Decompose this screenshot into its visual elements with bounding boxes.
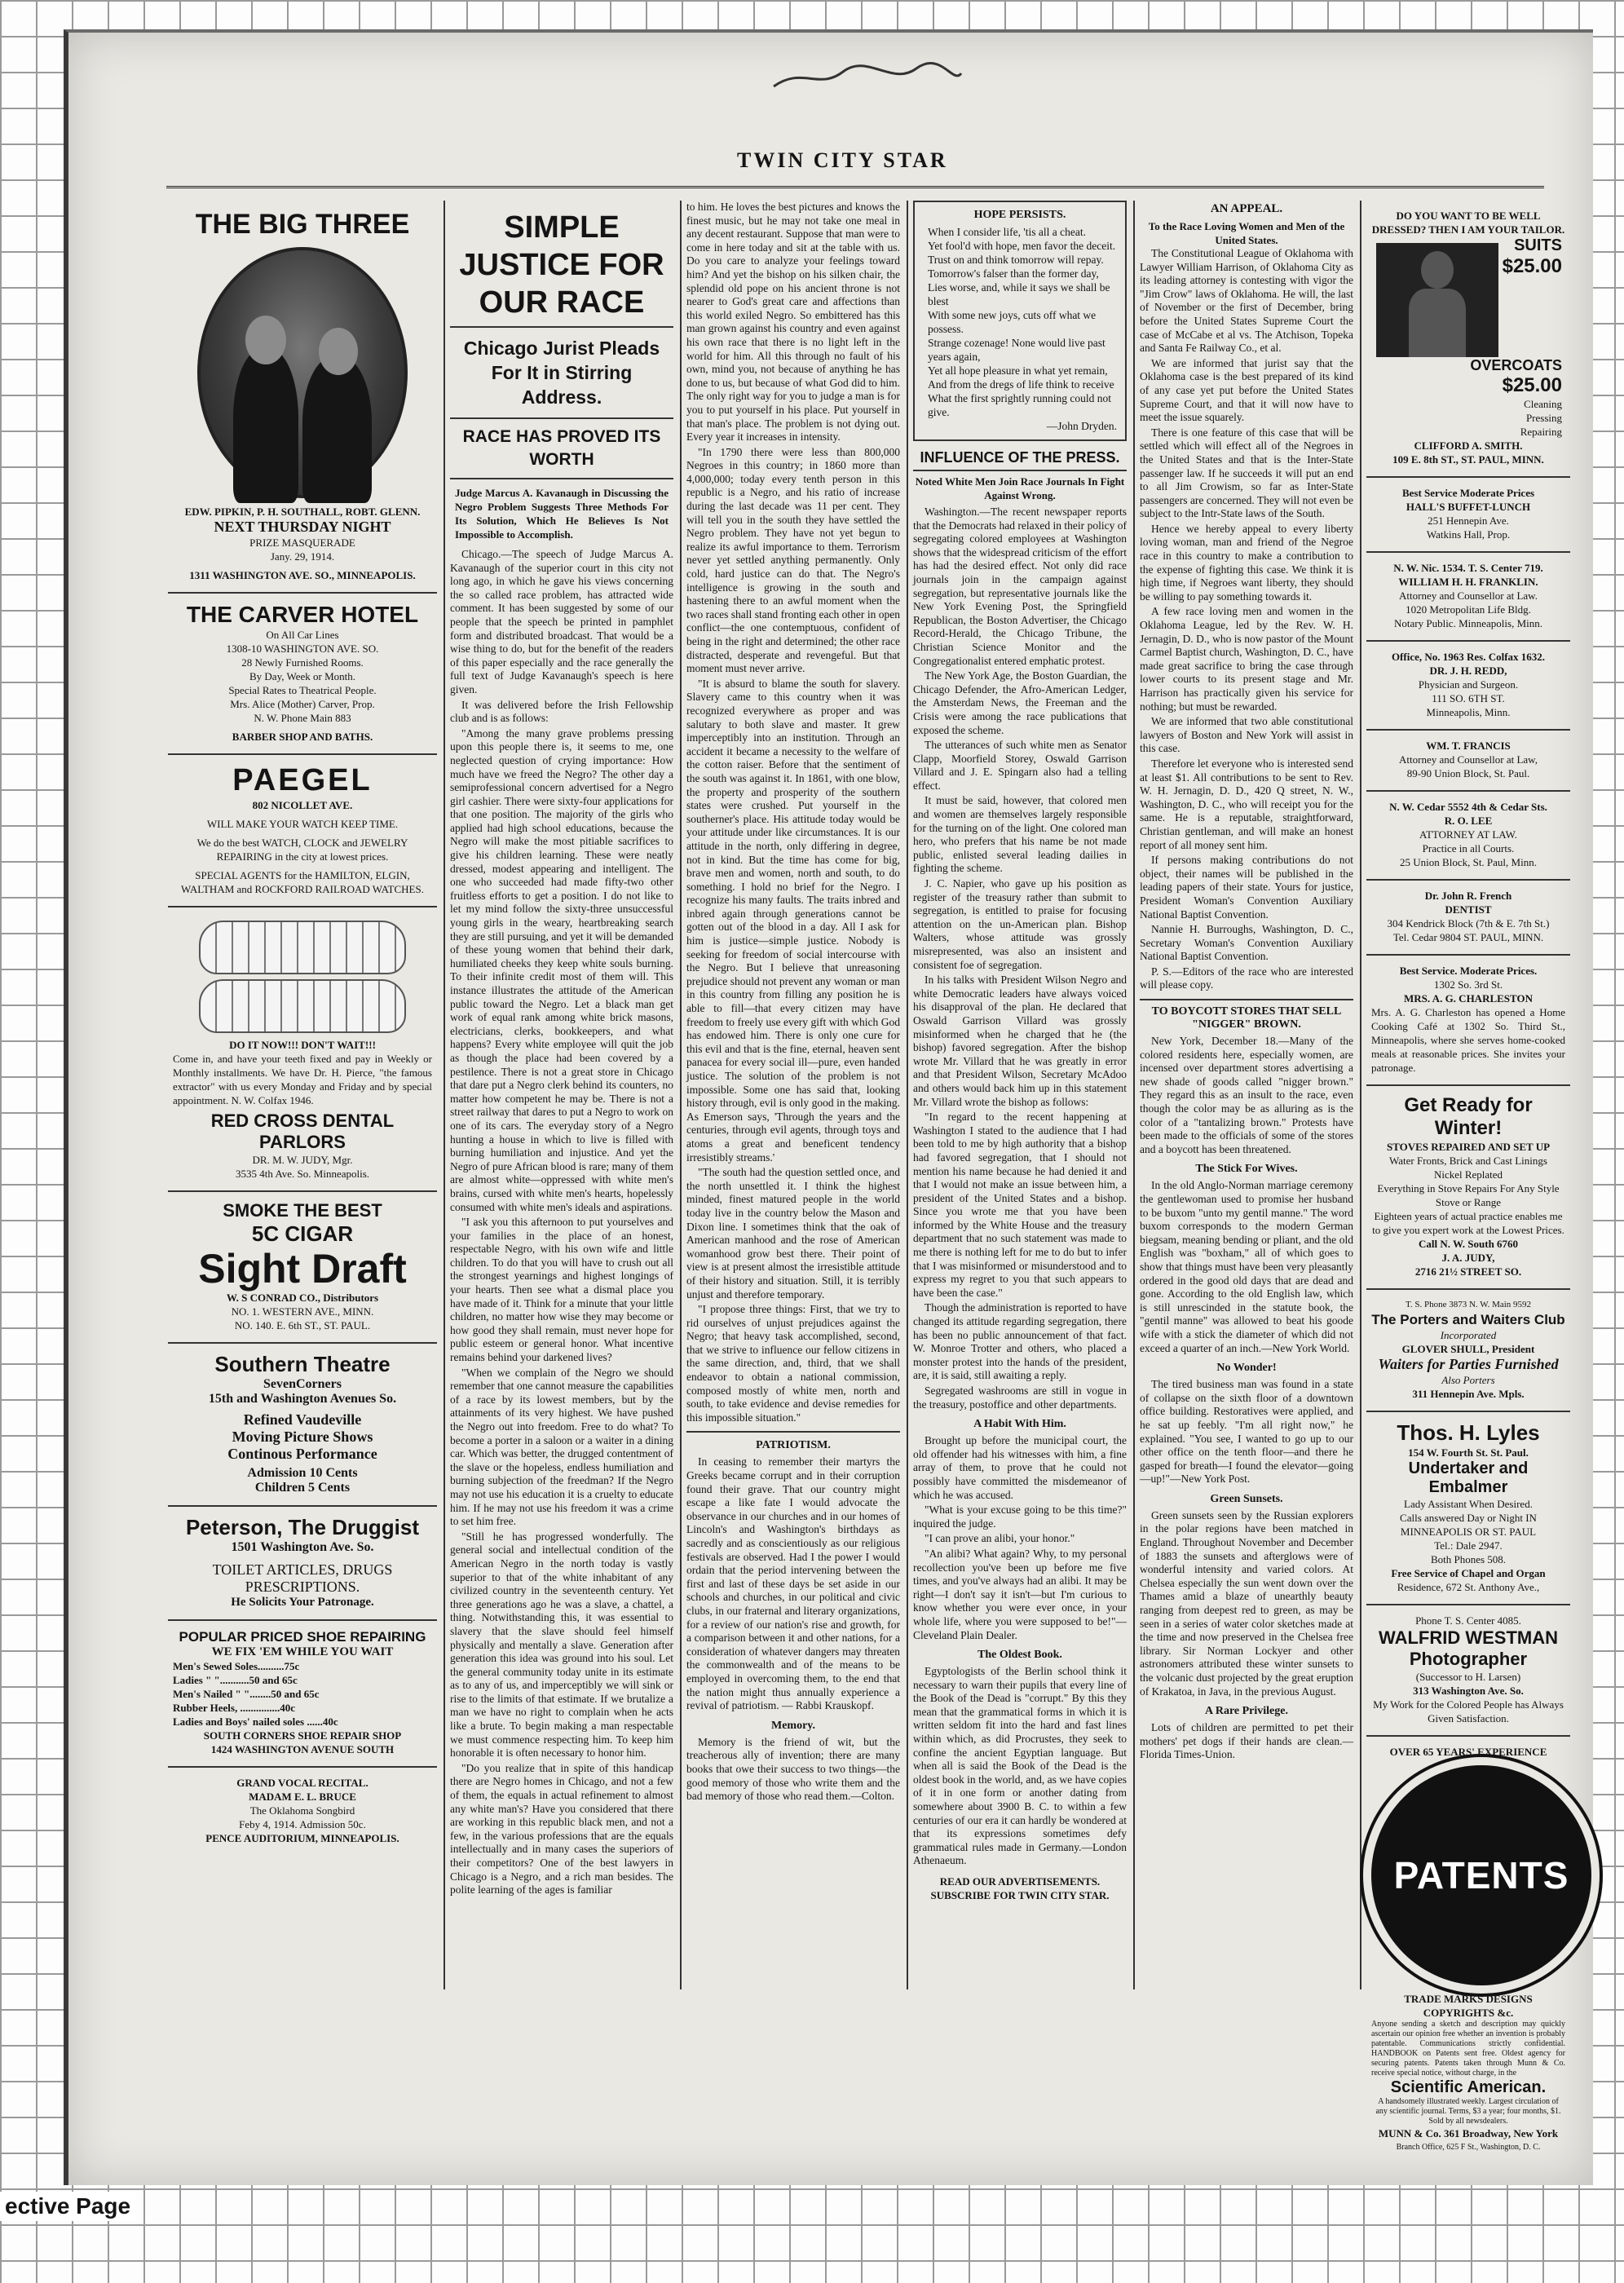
patents-seal: PATENTS: [1371, 1765, 1591, 1985]
paragraph: Green sunsets seen by the Russian explorers in the polar regions have been matched in England. Throughout November and December of 1883 the sunsets and afterglows were of wonderful intensity and varied colors. At Chelsea especially the sun went down over the Thames amid a blaze of unearthly beauty ranging from deepest red to green, as may be seen in a series of water color sketches made at the time and now preserved in the Chelsea free library. Sir Norman Lockyer and other astronomers attributed these winter sunsets to the volcanic dust projected by the great eruption of Krakatoa, in Java, in the previous August.: [1140, 1508, 1353, 1698]
line: Continous Performance: [227, 1446, 377, 1462]
line: 1020 Metropolitan Life Bldg.: [1406, 603, 1531, 616]
paragraph: Segregated washrooms are still in vogue in the treasury, postoffice and other departments.: [913, 1384, 1127, 1411]
line: Mrs. Alice (Mother) Carver, Prop.: [230, 698, 375, 710]
service: Repairing: [1520, 426, 1562, 438]
ad-winter-stoves: [1366, 1086, 1570, 1290]
line: 304 Kendrick Block (7th & E. 7th St.): [1387, 917, 1550, 930]
line: SPECIAL AGENTS for the HAMILTON, ELGIN, WALTHAM and ROCKFORD RAILROAD WATCHES.: [181, 869, 424, 895]
address: 1501 Washington Ave. So.: [231, 1540, 374, 1554]
line: Anyone sending a sketch and description may quickly ascertain our opinion free whether an invention is probably patentable. Communications strictly confidential. HANDBOOK on Patents sent free. Oldest agency for securing patents. Patents taken through Munn & Co. receive special notice, without charge, in the: [1371, 2020, 1565, 2078]
line: WILL MAKE YOUR WATCH KEEP TIME.: [206, 818, 399, 830]
line: N. W. Nic. 1534. T. S. Center 719.: [1393, 562, 1543, 574]
ad-cigar: [168, 1192, 437, 1344]
paragraph: The New York Age, the Boston Guardian, the Chicago Defender, the Afro-American Ledger, the Amsterdam News, the Freeman and the Crisis were among the race publications that exposed the scheme.: [913, 669, 1127, 736]
price: $25.00: [1502, 255, 1562, 277]
poem-hope-persists: [913, 201, 1127, 441]
paragraph: It must be said, however, that colored men and women are themselves largely responsible for the turning on of the light. One colored man hero, who prefers that his name be not made public, enlisted several leading dailies in fighting the scheme.: [913, 794, 1127, 875]
ad-title: Thos. H. Lyles: [1397, 1420, 1540, 1445]
line: PRESCRIPTIONS.: [245, 1579, 360, 1595]
section-title: Green Sunsets.: [1210, 1492, 1283, 1505]
column-rule: [907, 201, 908, 1989]
price-row: Men's Sewed Soles..........75c: [173, 1660, 300, 1672]
line: 89-90 Union Block, St. Paul.: [1406, 767, 1530, 779]
price-row: Ladies and Boys' nailed soles ......40c: [173, 1716, 338, 1728]
ad-title: GRAND VOCAL RECITAL.: [236, 1777, 368, 1789]
ad-druggist: [168, 1507, 437, 1621]
body: Mrs. A. G. Charleston has opened a Home Cooking Café at 1302 So. Third St., Minneapolis, where she serves home-cooked meals at reasonable prices. She invites your patronage.: [1371, 1006, 1565, 1074]
line: Waiters for Parties Furnished: [1378, 1356, 1559, 1372]
line: DENTIST: [1445, 903, 1492, 916]
paragraph: In ceasing to remember their martyrs the Greeks became corrupt and in their corruption found their grave. That our country might escape a like fate I would advocate the observance in our churches and in our homes of Lincoln's and Washington's birthdays as sacredly and as conscientiously as our religious festivals are observed. Had I the power I would ordain that the period intervening between the first and last of these days be set aside in our schools and churches, in our political and civic clubs, in our fraternal and literary organizations, for a review of our nation's rise and growth, for a comparison between it and other nations, for a consideration of whatever dangers may threaten the commonwealth and of the means to be employed in overcoming them, to the end that the nation might thus annually experience a revival of patriotism. — Rabbi Krauskopf.: [686, 1455, 900, 1712]
brand: Sight Draft: [198, 1246, 407, 1292]
line: Residence, 672 St. Anthony Ave.,: [1397, 1581, 1540, 1593]
paragraph: A few race loving men and women in the Oklahoma League, led by the Rev. W. H. Jernagin, D. D., who is now pastor of the Mount Carmel Baptist church, Washington, D. C., have made great sacrifice to bring the case through lower courts to its present stage and Mr. Harrison has practically given his service for nothing; but must be rewarded.: [1140, 605, 1353, 713]
line: OVERCOATS: [1470, 357, 1562, 373]
paragraph: "In regard to the recent happening at Washington I stated to the audience that I had been told to me by high authority that a bishop had favored segregation, that I should not mention his name because he had denied it and that I would not make an issue between him, a president of the United States and a bishop. Since you wrote me that you have been informed by the White House and the treasury department that no such statement was made to me there is nothing left for me to do but to infer that I was misinformed or misunderstood and to express my regret to you that such appears to have been the case.": [913, 1111, 1127, 1299]
ad-carver-hotel: [168, 594, 437, 755]
line: Calls answered Day or Night IN MINNEAPOLIS OR ST. PAUL: [1400, 1512, 1537, 1538]
line: Children 5 Cents: [254, 1481, 351, 1495]
line: TOILET ARTICLES, DRUGS: [212, 1561, 393, 1578]
column-hope-press: [913, 201, 1127, 1989]
paragraph: In his talks with President Wilson Negro and white Democratic leaders have always voiced his disapproval of the plan. He declared that Oswald Garrison Villard was grossly misinformed when he charged that he (the bishop) favored segregation. After the bishop wrote Mr. Villard that he was greatly in error and that President Wilson, Secretary McAdoo and others would back him up in this statement Mr. Villard wrote the bishop as follows:: [913, 974, 1127, 1108]
line: My Work for the Colored People has Always Given Satisfaction.: [1373, 1698, 1564, 1724]
line: N. W. Phone Main 883: [254, 712, 351, 724]
line: Branch Office, 625 F St., Washington, D. C.: [1396, 2143, 1541, 2152]
section-title: The Oldest Book.: [977, 1649, 1062, 1662]
paragraph: We are informed that two able constitutional lawyers of Boston and New York will assist in this case.: [1140, 715, 1353, 755]
poem-line: And from the dregs of life think to receive: [928, 378, 1114, 391]
ad-title: POPULAR PRICED SHOE REPAIRING: [179, 1629, 426, 1645]
headline: AN APPEAL.: [1210, 202, 1283, 215]
ad-title: WM. T. FRANCIS: [1426, 740, 1511, 752]
paragraph: If persons making contributions do not object, their names will be published in the leading papers of their state. Yours for justice, President Woman's Convention Auxiliary National Baptist Convention.: [1140, 854, 1353, 921]
line: 15th and Washington Avenues So.: [208, 1392, 397, 1406]
ad-dental: [168, 907, 437, 1192]
salutation: To the Race Loving Women and Men of the United States.: [1148, 220, 1345, 246]
ad-porters-club: [1366, 1290, 1570, 1412]
price-row: Men's Nailed " "........50 and 65c: [173, 1688, 320, 1700]
ad-big-three: [168, 201, 437, 594]
service: Pressing: [1525, 412, 1562, 424]
appeal-body: [1140, 247, 1353, 992]
ad-recital: [168, 1768, 437, 1855]
line: 154 W. Fourth St. St. Paul.: [1408, 1446, 1529, 1459]
line: J. A. JUDY,: [1441, 1252, 1495, 1264]
ad-lyles: [1366, 1412, 1570, 1605]
paragraph: Though the administration is reported to have changed its attitude regarding segregation, there has been no public announcement of that fact. W. Monroe Trotter and others, who placed a monster protest into the hands of the president, are, it is said, still awaiting a reply.: [913, 1301, 1127, 1382]
ad-southern-theatre: [168, 1344, 437, 1507]
section-title: PATRIOTISM.: [686, 1431, 900, 1452]
paragraph: The tired business man was found in a state of collapse on the sixth floor of a downtown office building. Restoratives were applied, and he sat up feebly. "I'm all right now," he explained. "You see, I wanted to go up to our other office on the tenth floor—and there he gasped for breath—I found the elevator—going—up!"—New York Post.: [1140, 1378, 1353, 1486]
ad-franklin: [1366, 553, 1570, 642]
line: Attorney and Counsellor at Law,: [1399, 753, 1538, 766]
line: 2716 21½ STREET SO.: [1414, 1265, 1522, 1278]
paragraph: "What is your excuse going to be this time?" inquired the judge.: [913, 1504, 1127, 1530]
poem-line: Tomorrow's falser than the former day,: [928, 267, 1099, 280]
line: Incorporated: [1440, 1329, 1497, 1341]
line: Best Service. Moderate Prices.: [1399, 965, 1538, 977]
line: GLOVER SHULL, President: [1401, 1343, 1535, 1355]
ad-title: Dr. John R. French: [1424, 890, 1512, 902]
line: OVER 65 YEARS' EXPERIENCE: [1389, 1746, 1547, 1758]
ad-shoe-repair: [168, 1621, 437, 1768]
line: Special Rates to Theatrical People.: [228, 684, 377, 696]
line: Feby 4, 1914. Admission 50c.: [239, 1818, 366, 1830]
poem-line: What the first sprightly running could not give.: [928, 392, 1111, 418]
ad-french: [1366, 881, 1570, 956]
line: Refined Vaudeville: [243, 1411, 362, 1428]
line: On All Car Lines: [266, 629, 339, 641]
ad-title: HALL'S BUFFET-LUNCH: [1406, 501, 1531, 513]
line: Tel. Cedar 9804 ST. PAUL, MINN.: [1392, 931, 1544, 943]
wonder-body: [1140, 1378, 1353, 1486]
line: We do the best WATCH, CLOCK and JEWELRY REPAIRING in the city at lowest prices.: [196, 837, 408, 863]
ad-patents: [1366, 1737, 1570, 2164]
paragraph: "The south had the question settled once, and the north unsettled it. I think the highest minded, finest matured people in the world today live in the country below the Mason and Dixon line. I sometimes think that the oak of American manhood and the rose of American womanhood grow best there. Their point of view is at present almost the irresistible attitude of their history and situation. Still, it is terribly unjust and therefore temporary.: [686, 1166, 900, 1300]
event-address: 1311 WASHINGTON AVE. SO., MINNEAPOLIS.: [189, 569, 416, 581]
line: Physician and Surgeon.: [1418, 678, 1519, 691]
line: Watkins Hall, Prop.: [1426, 528, 1511, 541]
patriotism-body: [686, 1455, 900, 1712]
article-body: [686, 201, 900, 1424]
price-list: [173, 1659, 432, 1729]
line: N. W. Cedar 5552 4th & Cedar Sts.: [1389, 801, 1547, 813]
summary: Judge Marcus A. Kavanaugh in Discussing the Negro Problem Suggests Three Methods For Its Solution, Which He Believes Is Not Impossible to Accomplish.: [455, 487, 669, 541]
ad-lee: [1366, 792, 1570, 881]
paragraph: Washington.—The recent newspaper reports that the Democrats had relaxed in their policy of segregating colored employees at Washington shows that the widespread criticism of the effort has had the desired effect. Not only did race journals join in the campaign against segregation, but representative journals like the New York Evening Post, the Springfield Republican, the Boston Advertiser, the Chicago Record-Herald, the Chicago Tribune, the Christian Science Monitor and the Congregationalist entered emphatic protest.: [913, 506, 1127, 667]
headline: INFLUENCE OF THE PRESS.: [913, 441, 1127, 471]
ad-redd: [1366, 642, 1570, 731]
poem-title: HOPE PERSISTS.: [973, 209, 1066, 221]
line: He Solicits Your Patronage.: [231, 1596, 374, 1609]
memory-body: [686, 1736, 900, 1804]
line: Phone T. S. Center 4085.: [1415, 1614, 1521, 1627]
paragraph: Memory is the friend of wit, but the treacherous ally of invention; there are many books that owe their success to two things—the good memory of those who write them and the bad memory of those who read them.—Colton.: [686, 1735, 900, 1803]
poem-line: With some new joys, cuts off what we possess.: [928, 309, 1097, 335]
line: The Oklahoma Songbird: [249, 1804, 355, 1817]
stick-body: [1140, 1179, 1353, 1355]
line: Minneapolis, Minn.: [1426, 706, 1511, 718]
teeth-illustration: [199, 979, 406, 1033]
line: Everything in Stove Repairs For Any Style Stove or Range: [1377, 1182, 1560, 1208]
paragraph: "I propose three things: First, that we try to rid ourselves of unjust prejudices against the Negro; that heavy task accomplished, second, that we strive to influence our fellow citizens in the same direction, and, third, that we shall endeavor to obtain a national commission, composed mostly of white men, north and south, to take evidence and devise remedies for this impossible situation.": [686, 1303, 900, 1424]
paragraph: There is one feature of this case that will be settled which will effect all of the Negroes in the United States and that is the Inter-State passenger law. If he succeeds it will put an end to all Jim Crowism, so far as Inter-State passengers are concerned. They will not even be subject to the Intr-State laws of the South.: [1140, 426, 1353, 520]
ad-title: RED CROSS DENTAL PARLORS: [210, 1111, 395, 1152]
line: 313 Washington Ave. So.: [1413, 1685, 1524, 1697]
tailor-photo: [1376, 243, 1498, 357]
line: NO. 1. WESTERN AVE., MINN.: [231, 1305, 374, 1318]
line: A handsomely illustrated weekly. Largest circulation of any scientific journal. Terms, $3 a year; four months, $1. Sold by all newsdealers.: [1375, 2097, 1561, 2126]
paragraph: In the old Anglo-Norman marriage ceremony the gentlewoman used to promise her husband to be buxom "unto my gentil manne." The word buxom corresponds to the modern German biegsam, meaning bending or pliant, and the old English was "boxham," all of which goes to show that things must have been very pleasantly ordered in the good old days that are dead and gone. According to the old English law, which is still unrescinded in the statute book, the "gentil manne" was allowed to beat his goode wife with a stick the diameter of which did not exceed a quarter of an inch.—New York World.: [1140, 1179, 1353, 1354]
line: Photographer: [1409, 1649, 1528, 1669]
ad-title: WALFRID WESTMAN: [1379, 1627, 1558, 1648]
line: NO. 140. E. 6th ST., ST. PAUL.: [234, 1319, 371, 1331]
headline: TO BOYCOTT STORES THAT SELL "NIGGER" BROWN.: [1140, 999, 1353, 1031]
masthead: TWIN CITY STAR: [737, 148, 948, 172]
ad-title: THE BIG THREE: [195, 209, 410, 240]
deck: Chicago Jurist Pleads For It in Stirring Address.: [450, 328, 673, 419]
ad-title: DR. J. H. REDD,: [1429, 665, 1507, 677]
poem-line: Strange cozenage! None would live past years again,: [928, 337, 1105, 363]
line: WE FIX 'EM WHILE YOU WAIT: [211, 1645, 394, 1658]
ad-title: The Porters and Waiters Club: [1371, 1312, 1565, 1327]
line: SUITS: [1514, 236, 1562, 254]
paragraph: Egyptologists of the Berlin school think it necessary to warn their pupils that every line of the Book of the Dead is "corrupt." By this they mean that the grammatical forms in which it is written seldom fit into the hard and fast lines within which, as did Procrustes, they seek to confine the ancient Egyptian language. But when all is said the Book of the Dead is the oldest book in the world, and, as we have copies of it in one form or another dating from somewhere about 3900 B. C. to within a few centuries of our era it can hardly be wondered at that its expressions sometimes defy grammatical rules made in Germany.—London Athenaeum.: [913, 1665, 1127, 1867]
alibi-body: [913, 1434, 1127, 1642]
line: Scientific American.: [1390, 2078, 1547, 2096]
price-row: Ladies " "...........50 and 65c: [173, 1674, 298, 1686]
paragraph: "When we complain of the Negro we should remember that one cannot measure the capabilities of a race by its lowest members, but by the attainments of its very highest. We have pushed the Negro out into freedom. Free to do what? To become a porter in a saloon or a waiter in a dining car. Which was better, the drugged contentment of the slave or the hopeless, endless humiliation and burning subjection of the freedman? If the Negro may not use his education it is a cruelty to educate him. If he may not use his freedom it was a crime to set him free.: [450, 1366, 673, 1528]
address: 802 NICOLLET AVE.: [252, 799, 353, 811]
line: 1302 So. 3rd St.: [1433, 978, 1503, 991]
line: SevenCorners: [263, 1377, 342, 1391]
paragraph: New York, December 18.—Many of the colored residents here, especially women, are incensed over department stores advertising a new shade of goods called "nigger brown." They regard this as an insult to the race, even though the color may be as alluring as is the color of a "tantalizing brown." Protests have been made to the officials of some of the stores and a boycott has been threatened.: [1140, 1035, 1353, 1155]
line: Admission 10 Cents: [247, 1466, 358, 1480]
line: SOUTH CORNERS SHOE REPAIR SHOP: [203, 1729, 402, 1742]
line: Best Service Moderate Prices: [1401, 487, 1535, 499]
paragraph: P. S.—Editors of the race who are interested will please copy.: [1140, 965, 1353, 991]
column-ads-right: [1366, 201, 1570, 2152]
article-body: [913, 506, 1127, 1411]
event-date: Jany. 29, 1914.: [270, 550, 335, 563]
line: 251 Hennepin Ave.: [1428, 514, 1509, 527]
line: SMOKE THE BEST: [223, 1200, 382, 1221]
paragraph: Chicago.—The speech of Judge Marcus A. Kavanaugh of the superior court in this city not long ago, in which he gave his views concerning the so called race problem, has attracted wide comment. It has been suggested by some of our people that the speech be printed in pamphlet form and distributed broadcast. That would be a wise thing to do, but for the benefit of the readers of this paper especially and the race generally the full text of Judge Kavanaugh's speech is here given.: [450, 548, 673, 695]
ad-title: PAEGEL: [232, 763, 373, 797]
line: PENCE AUDITORIUM, MINNEAPOLIS.: [205, 1832, 399, 1844]
line: DR. M. W. JUDY, Mgr.: [252, 1154, 353, 1166]
line: Free Service of Chapel and Organ: [1391, 1567, 1546, 1579]
line: Tel.: Dale 2947.: [1434, 1539, 1503, 1552]
body: Come in, and have your teeth fixed and pay in Weekly or Monthly installments. We have Dr. H. Pierce, "the famous extractor" with us every Monday and Friday and by special appointment. N. W. Colfax 1946.: [173, 1053, 432, 1106]
line: MADAM E. L. BRUCE: [249, 1791, 356, 1803]
line: DO YOU WANT TO BE WELL DRESSED? THEN I AM YOUR TAILOR.: [1371, 210, 1565, 236]
line: ATTORNEY AT LAW.: [1419, 828, 1517, 841]
ad-title: Southern Theatre: [214, 1352, 391, 1376]
section-title: A Habit With Him.: [973, 1418, 1066, 1431]
line: 28 Newly Furnished Rooms.: [241, 656, 364, 669]
paragraph: Hence we hereby appeal to every liberty loving woman, man and friend of the Negroe race in this country to make a contribution to the expense of fighting this case. We think it is high time, if Negroes want liberty, they should be willing to pay something towards it.: [1140, 522, 1353, 603]
line: Notary Public. Minneapolis, Minn.: [1394, 617, 1542, 629]
line: Moving Picture Shows: [232, 1429, 373, 1445]
deck: RACE HAS PROVED ITS WORTH: [450, 419, 673, 479]
poem-line: Lies worse, and, while it says we shall be blest: [928, 281, 1110, 307]
privilege-body: [1140, 1721, 1353, 1762]
line: (Successor to H. Larsen): [1415, 1671, 1521, 1683]
line: BARBER SHOP AND BATHS.: [232, 731, 373, 743]
line: T. S. Phone 3873 N. W. Main 9592: [1405, 1300, 1532, 1309]
paragraph: J. C. Napier, who gave up his position as register of the treasury rather than submit to segregation, is entitled to praise for focusing attention on the un-American plan. Bishop Walters, whose attitude was grossly misrepresented, was also an insistent and consistent foe of segregation.: [913, 877, 1127, 971]
line: 311 Hennepin Ave. Mpls.: [1412, 1388, 1525, 1400]
line: By Day, Week or Month.: [249, 670, 356, 682]
line: Nickel Replated: [1433, 1168, 1503, 1181]
paragraph: The utterances of such white men as Senator Clapp, Moorfield Storey, Oswald Garrison Villard and J. E. Spingarn also had a telling effect.: [913, 739, 1127, 792]
article-continued: [686, 201, 900, 1989]
column-rule: [680, 201, 682, 1989]
headline: SIMPLE JUSTICE FOR OUR RACE: [450, 201, 673, 328]
paragraph: "It is absurd to blame the south for slavery. Slavery came to this country when it was recognized everywhere as proper and was salutary to both slave and master. It grew imperceptibly into an institution. Through an accident it became a necessity to the welfare of the cotton raiser. Before that the sentiment of the south was against it. In 1861, with one blow, the property and prosperity of the southern states were crushed. Put yourself in the southerner's place. His attitude today would be your attitude under like circumstances. It is our attitude in the north, only differing in degree, not in kind. But the time has come for big, brave men and women, north and south, to do something. I hold no brief for the Negro. I recognize his many faults. The traits inbred and inbred again through generations cannot be gotten out of the blood in a day. All I ask for him is justice—simple justice. Nobody is seeking for freedom of social intercourse with the Negro. But I believe that unreasoning prejudice should not prevent any woman or man in this country from filling any position he is able to fill—that every citizen may have freedom to freely use every gift with which God has endowed him. There is only one cure for this evil and that is the fine, eternal, heaven sent panacea for every social ill—pure, even handed justice. The solution of the problem is not impossible. Some one has said that, looking history through, evil is only good in the making. As Emerson says, 'Through the years and the centuries, through evil agents, through toys and atoms a great and beneficent tendency irresistibly streams.': [686, 677, 900, 1164]
section-title: No Wonder!: [1216, 1362, 1277, 1375]
line: 1308-10 WASHINGTON AVE. SO.: [226, 643, 379, 655]
paragraph: "Among the many grave problems pressing upon this people there is, it seems to me, one neglected question of crying importance: How much have we freed the Negro? The other day a semiprofessional concern advertised for a Negro girl cashier. There were sixty-four applications for that one position. The majority of the girls who applied had high school educations, because the Negro will make the most pitiable sacrifices to give his children learning. These were neatly dressed, modest appearing and intelligent. The one who succeeded had made fifty-two other fruitless efforts to get a position. I do not like to let my mind follow the sixty-three unsuccessful young girls in the weary, heartbreaking search they are still pursuing, and yet it will be demanded of these young women that behind their dark, humiliated cheeks they keep white souls burning. To their infinite credit most of them will. This instance illustrates the attitude of the American public toward the Negro. Let a black man get work of equal rank among white brick masons, electricians, clerks, bookkeepers, and what happens? Every white employee will quit the job as though the place had been covered by a pestilence. There is not a great store in Chicago that dare put a Negro clerk behind its counters, no matter how competent he may be. There is not a street railway that dares to put a Negro to work on one of its cars. The everyday story of a Negro hunting a house in which to live is filled with burning humiliation and injustice. And yet the Negro of pure African blood is rare; many of them are almost white—oppressed with white men's brains, cursed with white men's hearts, hopelessly consumed with white men's ideals and aspirations.: [450, 726, 673, 1213]
column-rule: [1133, 201, 1135, 1989]
line: W. S CONRAD CO., Distributors: [226, 1292, 379, 1304]
paragraph: "An alibi? What again? Why, to my personal recollection you've been up before me five times, and you've always had an alibi. It may be right—I don't say it isn't—but I'm curious to know whether you were ever once, in your whole life, where you were supposed to be!"—Cleveland Plain Dealer.: [913, 1547, 1127, 1641]
paragraph: to him. He loves the best pictures and knows the finest music, but he may not take one meal in any decent restaurant. Suppose that man were to come in here today and sit at the table with us. Do you care to analyze your feelings toward him? And yet the bishop on his silken chair, the splendid old pope on his ancient throne is not nearer to God's great care and affections than this world exiled Negro. So embittered has this man grown against his country and even against his own race that there is no light left in the world for him. All this through no fault of his own, mind you, not because of anything he has done to us, but because of what God did to him. The only right way for you to judge a man is for you to put yourself in his place. Put yourself in that man's place. The problem is not dying out. Every year it increases in intensity.: [686, 201, 900, 444]
poem-line: When I consider life, 'tis all a cheat.: [928, 226, 1086, 238]
article-body: [450, 548, 673, 1897]
slogan: DO IT NOW!!! DON'T WAIT!!!: [229, 1039, 376, 1051]
line: Both Phones 508.: [1430, 1553, 1507, 1565]
paragraph: "Do you realize that in spite of this handicap there are Negro homes in Chicago, and not a few of them, the equals in actual refinement to almost any white man's? Have you considered that there are working in this republic black men, and not a few, in the various professions that are the equals intellectually and in many cases the superiors of their competitors? One of the best lawyers in Chicago is a Negro, and a rich man besides. The polite learning of the ages is familiar: [450, 1761, 673, 1897]
poem-author: —John Dryden.: [1046, 420, 1117, 432]
column-ads-left: [168, 201, 437, 1989]
names: EDW. PIPKIN, P. H. SOUTHALL, ROBT. GLENN.: [184, 506, 421, 518]
column-appeal: [1140, 201, 1353, 1989]
ad-title: Get Ready for Winter!: [1404, 1094, 1533, 1139]
price: $25.00: [1502, 374, 1562, 396]
column-rule: [444, 201, 445, 1989]
masthead-rule: [166, 186, 1544, 188]
deck: Noted White Men Join Race Journals In Fight Against Wrong.: [915, 475, 1125, 501]
poem-lines: [923, 225, 1117, 433]
ad-tailor: [1366, 201, 1570, 478]
service: Cleaning: [1524, 398, 1562, 410]
ad-francis: [1366, 731, 1570, 792]
paragraph: "I ask you this afternoon to put yourselves and your families in the place of an honest, respectable Negro, with his own wife and little children. To do that you will have to crush out all the strongest yearnings and highest longings of your hearts. Then see what a dismal place you have made of it. Think for a minute that your little children, no matter how wise they may become or how good they shall remain, must never hope for public esteem or general honor. What incentive remains behind your darkened lives?: [450, 1216, 673, 1364]
paragraph: Therefore let everyone who is interested send at least $1. All contributions to be sent to Rev. W. H. Jernagin, D. D., 420 Q street, N. W., Washington, D. C., who will receipt you for the same. He is a reputable, straightforward, Christian gentleman, and will make an honest report of all money sent him.: [1140, 757, 1353, 851]
line: Lady Assistant When Desired.: [1404, 1498, 1533, 1510]
section-title: The Stick For Wives.: [1195, 1163, 1298, 1176]
poem-line: Yet all hope pleasure in what yet remain,: [928, 364, 1108, 377]
paragraph: Lots of children are permitted to pet their mothers' pet dogs if their hands are clean.—Florida Times-Union.: [1140, 1721, 1353, 1761]
line: Attorney and Counsellor at Law.: [1399, 590, 1538, 602]
line: Practice in all Courts.: [1422, 842, 1515, 854]
ad-title: THE CARVER HOTEL: [186, 602, 419, 627]
ad-paegel: [168, 755, 437, 907]
paragraph: "In 1790 there were less than 800,000 Negroes in this country; in 1860 more than 4,000,000; today every tenth person in this republic is a Negro, and his ratio of increase during the last decade was 11 per cent. They will tell you in the south they have settled the Negro problem. They have not yet begun to realize its awful importance to them. Terrorism never yet settled anything permanently. Only cold, hard justice can do that. The Negro's intelligence is growing in the south and hastening there to an awful moment when the two races shall stand fronting each other in open conflict—the one contemptuous, confident of being in the right and determined; the other race distracted, desperate and revengeful. But that moment must never arrive.: [686, 445, 900, 675]
paragraph: It was delivered before the Irish Fellowship club and is as follows:: [450, 698, 673, 725]
sunsets-body: [1140, 1509, 1353, 1698]
newspaper-page: [64, 29, 1593, 2185]
ad-charleston: [1366, 956, 1570, 1086]
handwritten-scribble: [770, 62, 965, 95]
oldbook-body: [913, 1665, 1127, 1868]
line: 109 E. 8th ST., ST. PAUL, MINN.: [1392, 453, 1544, 466]
footer-notice: READ OUR ADVERTISEMENTS.: [939, 1875, 1101, 1888]
line: Water Fronts, Brick and Cast Linings: [1389, 1155, 1547, 1167]
ad-title: MRS. A. G. CHARLESTON: [1404, 992, 1533, 1005]
ad-title: R. O. LEE: [1444, 815, 1493, 827]
line: MUNN & Co. 361 Broadway, New York: [1378, 2127, 1559, 2139]
line: 111 SO. 6TH ST.: [1432, 692, 1505, 704]
poem-line: Yet fool'd with hope, men favor the deceit.: [928, 240, 1116, 252]
paragraph: We are informed that jurist say that the Oklahoma case is the best prepared of its kind of any case yet put before the United States Supreme Court, and that it will now have to meet the issue squarely.: [1140, 356, 1353, 424]
paragraph: The Constitutional League of Oklahoma with Lawyer William Harrison, of Oklahoma City as its leading attorney is contesting with vigor the "Jim Crow" laws of Oklahoma. He will, the last of November or the first of December, bring before the United States Supreme Court the case of McCabe et al vs. The Atchison, Topeka and Santa Fe Railway Co., et al.: [1140, 247, 1353, 355]
line: 25 Union Block, St. Paul, Minn.: [1400, 856, 1537, 868]
line: Also Porters: [1441, 1374, 1495, 1386]
footer-notice: SUBSCRIBE FOR TWIN CITY STAR.: [930, 1889, 1110, 1901]
teeth-illustration: [199, 921, 406, 974]
boycott-body: [1140, 1035, 1353, 1156]
article-simple-justice: [450, 201, 673, 1989]
line: 3535 4th Ave. So. Minneapolis.: [235, 1168, 370, 1180]
ad-halls-buffet: [1366, 478, 1570, 553]
section-title: A Rare Privilege.: [1205, 1705, 1288, 1718]
paragraph: "Still he has progressed wonderfully. The general social and intellectual condition of the American Negro in the north today is vastly superior to that of the white inhabitant of any civilized country in the seventeenth century. Yet three generations ago he was a slave, a chattel, a thing. Notwithstanding this, it was essential to slavery that the slave should feel himself physically and mentally a slave. Generation after generation this idea was ground into his soul. Let the general community today unite in its estimate as to any of us, and imperceptibly we will sink or rise to the limits of that estimate. If we brutalize a man we have no right to complain when he acts like a brute. To begin making a man respectable we must commence respecting him. To keep him honorable it is often necessary to honor him.: [450, 1530, 673, 1760]
price-row: Rubber Heels, ...............40c: [173, 1702, 295, 1714]
paragraph: Brought up before the municipal court, the old offender had his witnesses with him, a fine array of them, to prove that he could not possibly have committed the misdemeanor of which he was accused.: [913, 1434, 1127, 1501]
line: TRADE MARKS DESIGNS COPYRIGHTS &c.: [1404, 1993, 1533, 2019]
line: 1424 WASHINGTON AVENUE SOUTH: [210, 1743, 395, 1755]
paragraph: Nannie H. Burroughs, Washington, D. C., Secretary Woman's Convention Auxiliary National Baptist Convention.: [1140, 923, 1353, 963]
line: 5C CIGAR: [251, 1221, 354, 1246]
portrait-photo: [197, 247, 408, 498]
line: CLIFFORD A. SMITH.: [1414, 439, 1523, 452]
line: Call N. W. South 6760: [1418, 1238, 1519, 1250]
line: Undertaker and Embalmer: [1408, 1459, 1529, 1496]
line: STOVES REPAIRED AND SET UP: [1386, 1141, 1551, 1153]
section-title: Memory.: [770, 1719, 816, 1732]
page-footer-label: ective Page: [0, 2192, 135, 2221]
ad-title: Peterson, The Druggist: [185, 1515, 420, 1539]
ad-title: WILLIAM H. H. FRANKLIN.: [1398, 576, 1538, 588]
poem-line: Trust on and think tomorrow will repay.: [928, 254, 1104, 266]
paragraph: "I can prove an alibi, your honor.": [925, 1532, 1075, 1545]
ad-westman: [1366, 1605, 1570, 1737]
line: Office, No. 1963 Res. Colfax 1632.: [1391, 651, 1546, 663]
column-rule: [1360, 201, 1361, 1989]
event-name: PRIZE MASQUERADE: [249, 537, 355, 549]
line: Eighteen years of actual practice enables me to give you expert work at the Lowest Prices.: [1372, 1210, 1564, 1236]
event-when: NEXT THURSDAY NIGHT: [214, 519, 391, 535]
